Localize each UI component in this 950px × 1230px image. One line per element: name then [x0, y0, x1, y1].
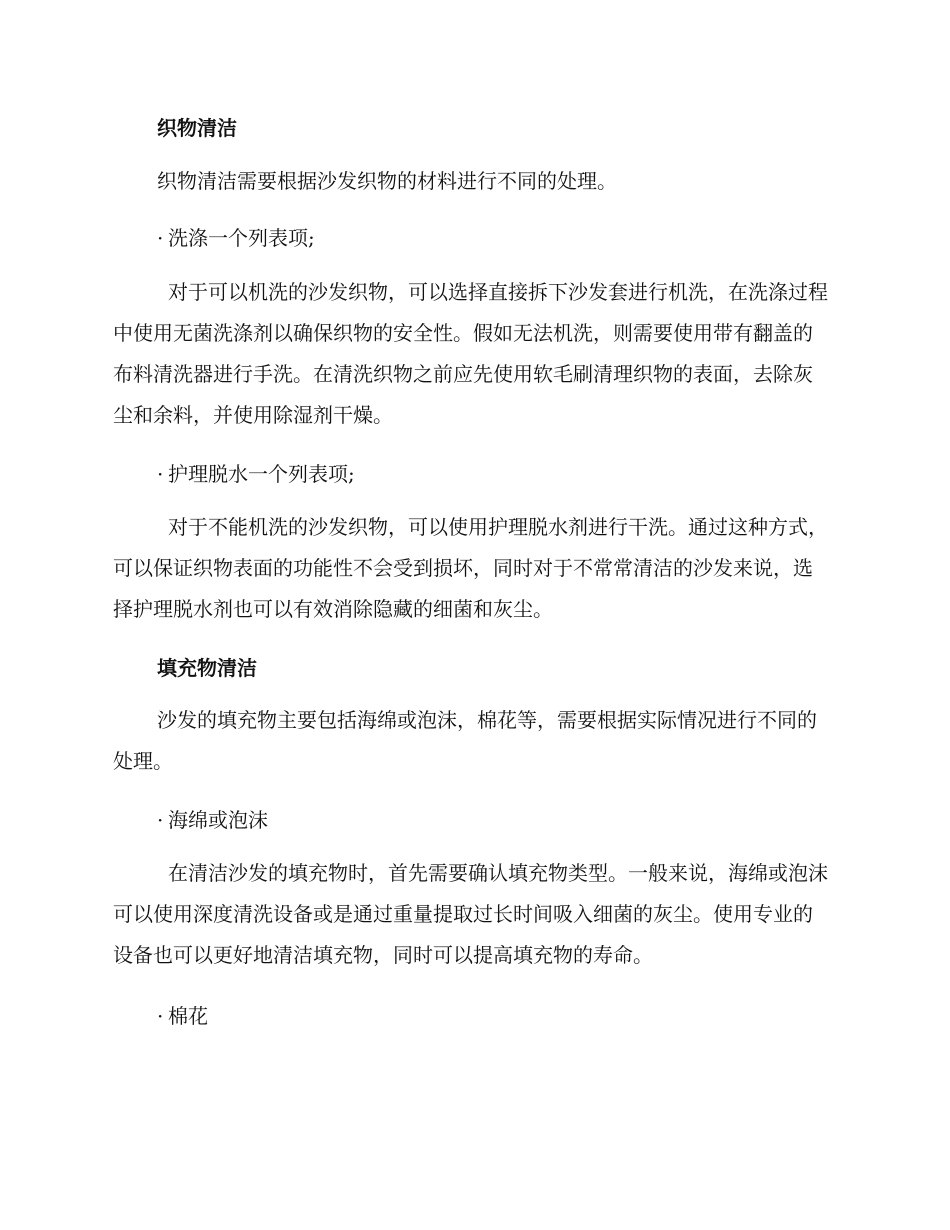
list-item-cotton [157, 1002, 208, 1030]
list-item-body-washing: 对于可以机洗的沙发织物，可以选择直接拆下沙发套进行机洗，在洗涤过程中使用无菌洗涤剂以确保织物的安全性。假如无法机洗，则需要使用带有翻盖的布料清洗器进行手洗。在清洗织物之前应先使用软毛刷清理织物的表面，去除灰尘和余料，并使用除湿剂干燥。 [113, 280, 828, 427]
list-item-body-dewatering: 对于不能机洗的沙发织物，可以使用护理脱水剂进行干洗。通过这种方式，可以保证织物表面的功能性不会受到损坏，同时对于不常常清洁的沙发来说，选择护理脱水剂也可以有效消除隐藏的细菌和灰尘。 [113, 515, 828, 621]
bullet-marker: · [157, 1004, 164, 1028]
list-item-title: 护理脱水一个列表项; [168, 462, 355, 486]
bullet-marker: · [157, 462, 164, 486]
list-item-title: 海绵或泡沫 [168, 808, 268, 832]
bullet-marker: · [157, 226, 164, 250]
list-item-dewatering [157, 460, 355, 488]
section-intro-filling: 沙发的填充物主要包括海绵或泡沫，棉花等，需要根据实际情况进行不同的处理。 [113, 708, 817, 773]
list-item-title: 棉花 [168, 1004, 208, 1028]
bullet-marker: · [157, 808, 164, 832]
list-item-title: 洗涤一个列表项; [168, 226, 315, 250]
section-heading-filling: 填充物清洁 [157, 656, 257, 680]
section-intro-fabric: 织物清洁需要根据沙发织物的材料进行不同的处理。 [157, 169, 617, 193]
list-item-body-sponge: 在清洁沙发的填充物时，首先需要确认填充物类型。一般来说，海绵或泡沫可以使用深度清洗设备或是通过重量提取过长时间吸入细菌的灰尘。使用专业的设备也可以更好地清洁填充物，同时可以提高填充物的寿命。 [113, 861, 828, 967]
list-item-sponge [157, 806, 268, 834]
list-item-washing [157, 224, 315, 252]
section-heading-fabric: 织物清洁 [157, 116, 237, 140]
